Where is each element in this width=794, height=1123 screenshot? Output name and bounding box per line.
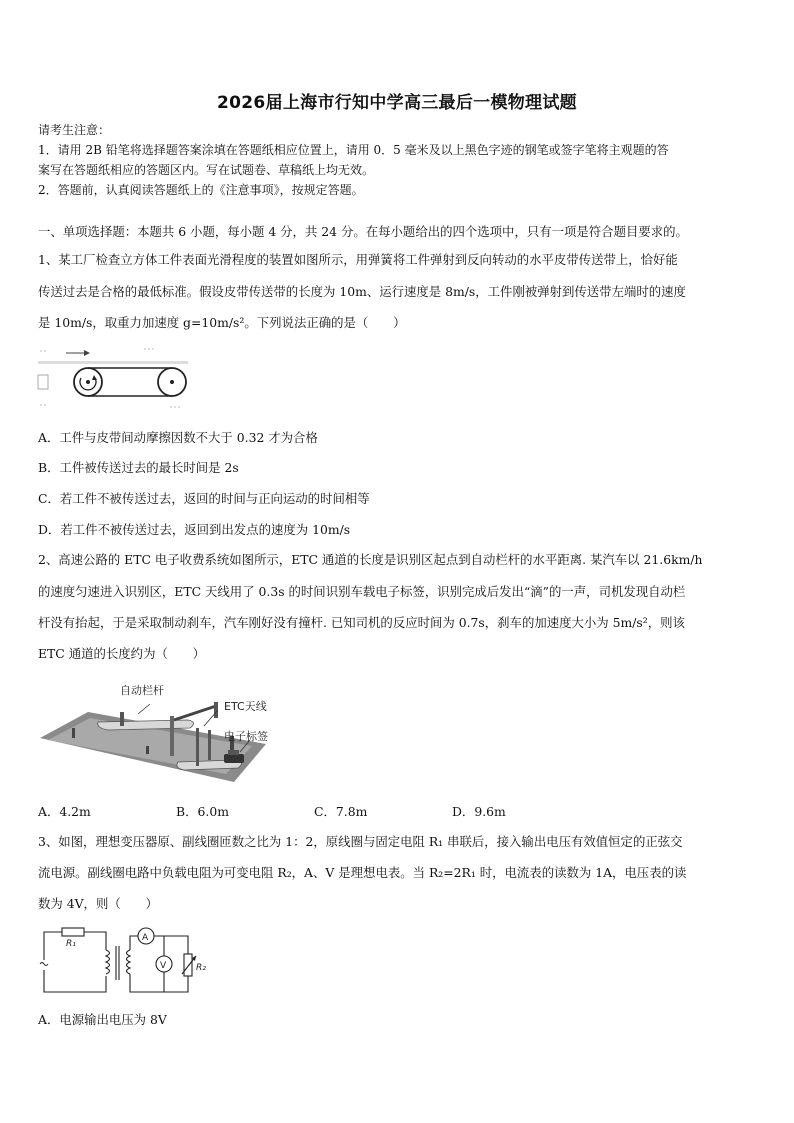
q3-stem-line-2: 流电源。副线圈电路中负载电阻为可变电阻 R₂，A、V 是理想电表。当 R₂=2R₁ 时，电流表的读数为 1A，电压表的读 bbox=[38, 865, 687, 880]
q1-option-a[interactable]: A．工件与皮带间动摩擦因数不大于 0.32 才为合格 bbox=[38, 430, 318, 445]
q2-stem-line-3: 杆没有抬起，于是采取制动刹车，汽车刚好没有撞杆. 已知司机的反应时间为 0.7s，刹车的加速度大小为 5m/s²，则该 bbox=[38, 615, 685, 630]
notice-item-1-line-2: 案写在答题纸相应的答题区内。写在试题卷、草稿纸上均无效。 bbox=[38, 163, 375, 177]
q1-option-b[interactable]: B．工件被传送过去的最长时间是 2s bbox=[38, 460, 239, 475]
q2-stem-line-1: 2、高速公路的 ETC 电子收费系统如图所示，ETC 通道的长度是识别区起点到自动栏杆的水平距离. 某汽车以 21.6km/h bbox=[38, 552, 703, 567]
q1-stem-line-2: 传送过去是合格的最低标准。假设皮带传送带的长度为 10m、运行速度是 8m/s，工件刚被弹射到传送带左端时的速度 bbox=[38, 284, 686, 299]
page-title: 2026届上海市行知中学高三最后一模物理试题 bbox=[217, 93, 577, 113]
q3-option-a[interactable]: A．电源输出电压为 8V bbox=[38, 1012, 167, 1027]
q1-stem-line-3: 是 10m/s，取重力加速度 g=10m/s²。下列说法正确的是（ ） bbox=[38, 315, 406, 330]
transformer-circuit-figure bbox=[36, 926, 218, 998]
notice-item-2: 2．答题前，认真阅读答题纸上的《注意事项》，按规定答题。 bbox=[38, 183, 364, 197]
r1-label: R₁ bbox=[66, 939, 76, 949]
q2-option-d[interactable]: D．9.6m bbox=[452, 804, 506, 819]
conveyor-belt-figure bbox=[36, 345, 196, 413]
r2-label: R₂ bbox=[196, 963, 206, 973]
q3-stem-line-3: 数为 4V，则（ ） bbox=[38, 896, 158, 911]
etc-lane-figure bbox=[38, 678, 270, 788]
tag-label: 电子标签 bbox=[224, 730, 268, 743]
q1-option-c[interactable]: C．若工件不被传送过去，返回的时间与正向运动的时间相等 bbox=[38, 491, 370, 506]
section-heading: 一、单项选择题：本题共 6 小题，每小题 4 分，共 24 分。在每小题给出的四个选项中，只有一项是符合题目要求的。 bbox=[38, 224, 688, 239]
q3-stem-line-1: 3、如图，理想变压器原、副线圈匝数之比为 1：2，原线圈与固定电阻 R₁ 串联后，接入输出电压有效值恒定的正弦交 bbox=[38, 834, 683, 849]
q2-stem-line-2: 的速度匀速进入识别区，ETC 天线用了 0.3s 的时间识别车载电子标签，识别完成后发出“滴”的一声，司机发现自动栏 bbox=[38, 584, 686, 599]
q2-option-a[interactable]: A．4.2m bbox=[38, 804, 91, 819]
ammeter-label: A bbox=[142, 933, 149, 943]
q1-stem-line-1: 1、某工厂检查立方体工件表面光滑程度的装置如图所示，用弹簧将工件弹射到反向转动的水平皮带传送带上，恰好能 bbox=[38, 252, 678, 267]
q1-option-d[interactable]: D．若工件不被传送过去，返回到出发点的速度为 10m/s bbox=[38, 522, 351, 537]
q2-option-b[interactable]: B．6.0m bbox=[176, 804, 229, 819]
notice-item-1-line-1: 1．请用 2B 铅笔将选择题答案涂填在答题纸相应位置上，请用 0．5 毫米及以上黑色字迹的钢笔或签字笔将主观题的答 bbox=[38, 143, 669, 157]
notice-heading: 请考生注意： bbox=[38, 123, 111, 137]
barrier-label: 自动栏杆 bbox=[120, 684, 164, 697]
antenna-label: ETC天线 bbox=[224, 700, 267, 713]
voltmeter-label: V bbox=[160, 961, 167, 971]
q2-stem-line-4: ETC 通道的长度约为（ ） bbox=[38, 646, 206, 661]
q2-option-c[interactable]: C．7.8m bbox=[314, 804, 368, 819]
